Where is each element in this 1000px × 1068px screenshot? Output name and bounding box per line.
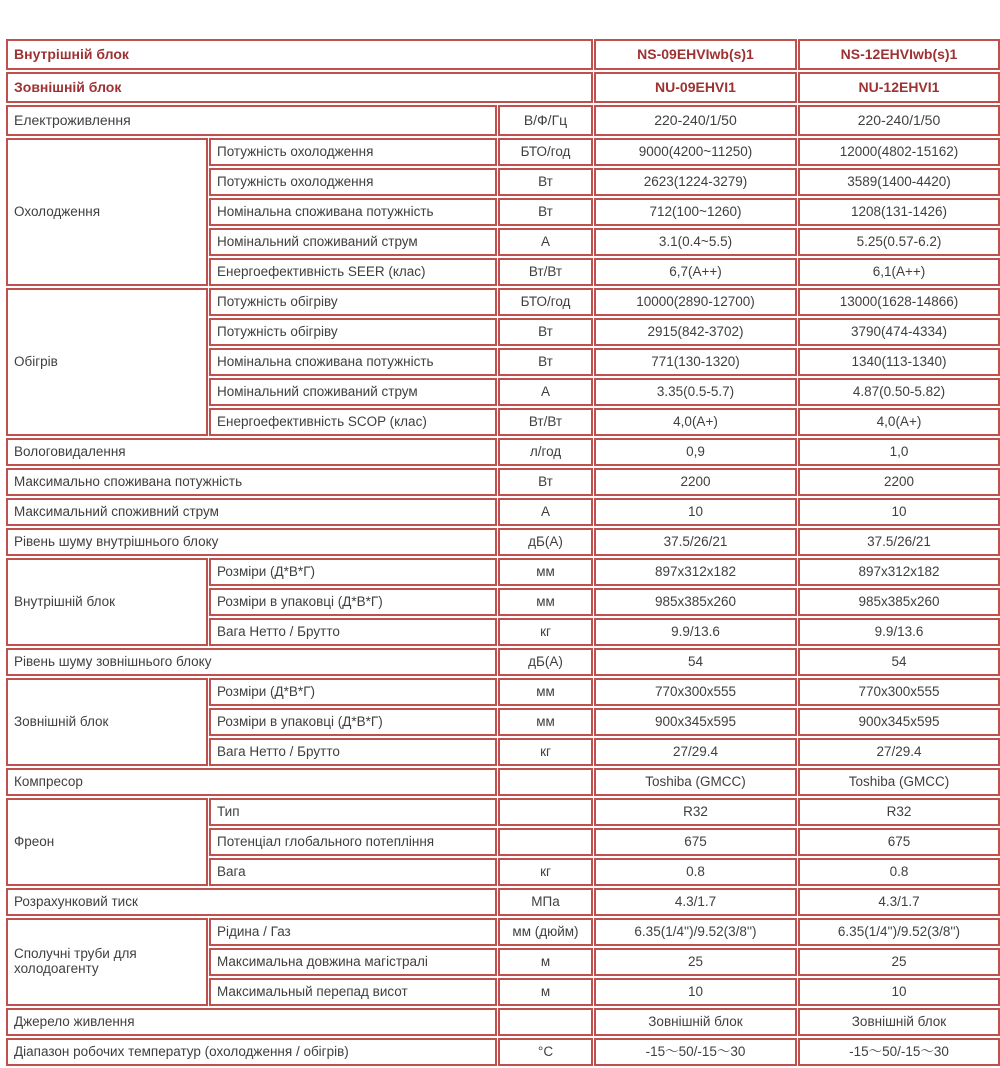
parameter-cell: Енергоефективність SEER (клас) <box>209 258 497 286</box>
unit-cell <box>498 798 593 826</box>
value-cell: 10 <box>798 978 1000 1006</box>
value-cell: 54 <box>594 648 797 676</box>
row-label-cell: Вологовидалення <box>6 438 497 466</box>
parameter-cell: Розміри в упаковці (Д*В*Г) <box>209 588 497 616</box>
unit-cell: А <box>498 378 593 406</box>
parameter-cell: Вага <box>209 858 497 886</box>
row-label-cell: Зовнішній блок <box>6 678 208 766</box>
parameter-cell: Рідина / Газ <box>209 918 497 946</box>
value-cell: 10 <box>594 498 797 526</box>
row-label-cell: Максимальний споживний струм <box>6 498 497 526</box>
value-cell: 900x345x595 <box>798 708 1000 736</box>
value-cell: 37.5/26/21 <box>594 528 797 556</box>
parameter-cell: Потужність обігріву <box>209 318 497 346</box>
row-label-cell: Компресор <box>6 768 497 796</box>
value-cell: 9.9/13.6 <box>798 618 1000 646</box>
row-label-cell: Діапазон робочих температур (охолодження / обігрів) <box>6 1038 497 1066</box>
model-name-cell: NU-12EHVI1 <box>798 72 1000 103</box>
spec-table-body <box>6 39 1000 1066</box>
unit-cell: БТО/год <box>498 288 593 316</box>
value-cell: 0.8 <box>798 858 1000 886</box>
parameter-cell: Вага Нетто / Брутто <box>209 618 497 646</box>
value-cell: 770x300x555 <box>594 678 797 706</box>
value-cell: 220-240/1/50 <box>594 105 797 136</box>
unit-cell: мм <box>498 588 593 616</box>
value-cell: 3790(474-4334) <box>798 318 1000 346</box>
unit-cell: м <box>498 978 593 1006</box>
value-cell: 1,0 <box>798 438 1000 466</box>
parameter-cell: Потенціал глобального потепління <box>209 828 497 856</box>
value-cell: 6,1(A++) <box>798 258 1000 286</box>
value-cell: 675 <box>798 828 1000 856</box>
unit-cell: дБ(А) <box>498 648 593 676</box>
unit-cell: л/год <box>498 438 593 466</box>
unit-cell: БТО/год <box>498 138 593 166</box>
value-cell: 3589(1400-4420) <box>798 168 1000 196</box>
value-cell: 1340(113-1340) <box>798 348 1000 376</box>
unit-cell: Вт <box>498 198 593 226</box>
row-label-cell: Сполучні труби для холодоагенту <box>6 918 208 1006</box>
row-label-cell: Джерело живлення <box>6 1008 497 1036</box>
row-label-cell: Охолодження <box>6 138 208 286</box>
model-name-cell: NS-09EHVIwb(s)1 <box>594 39 797 70</box>
value-cell: 0.8 <box>594 858 797 886</box>
parameter-cell: Номінальна споживана потужність <box>209 348 497 376</box>
value-cell: 10000(2890-12700) <box>594 288 797 316</box>
unit-cell: Вт/Вт <box>498 258 593 286</box>
parameter-cell: Номінальна споживана потужність <box>209 198 497 226</box>
value-cell: 4.87(0.50-5.82) <box>798 378 1000 406</box>
value-cell: 12000(4802-15162) <box>798 138 1000 166</box>
header-label-cell: Внутрішній блок <box>6 39 593 70</box>
unit-cell: °С <box>498 1038 593 1066</box>
value-cell: R32 <box>594 798 797 826</box>
value-cell: 9.9/13.6 <box>594 618 797 646</box>
value-cell: 897x312x182 <box>594 558 797 586</box>
value-cell: 54 <box>798 648 1000 676</box>
row-label-cell: Внутрішній блок <box>6 558 208 646</box>
unit-cell: Вт <box>498 348 593 376</box>
row-label-cell: Рівень шуму внутрішнього блоку <box>6 528 497 556</box>
parameter-cell: Максимальна довжина магістралі <box>209 948 497 976</box>
value-cell: 675 <box>594 828 797 856</box>
row-label-cell: Рівень шуму зовнішнього блоку <box>6 648 497 676</box>
unit-cell: А <box>498 498 593 526</box>
parameter-cell: Розміри в упаковці (Д*В*Г) <box>209 708 497 736</box>
value-cell: 5.25(0.57-6.2) <box>798 228 1000 256</box>
value-cell: 6.35(1/4'')/9.52(3/8'') <box>594 918 797 946</box>
value-cell: 2915(842-3702) <box>594 318 797 346</box>
unit-cell: кг <box>498 858 593 886</box>
model-name-cell: NS-12EHVIwb(s)1 <box>798 39 1000 70</box>
unit-cell: В/Ф/Гц <box>498 105 593 136</box>
row-label-cell: Фреон <box>6 798 208 886</box>
unit-cell <box>498 768 593 796</box>
parameter-cell: Вага Нетто / Брутто <box>209 738 497 766</box>
value-cell: 25 <box>798 948 1000 976</box>
value-cell: R32 <box>798 798 1000 826</box>
unit-cell: мм <box>498 678 593 706</box>
unit-cell: м <box>498 948 593 976</box>
row-label-cell: Обігрів <box>6 288 208 436</box>
unit-cell: Вт <box>498 168 593 196</box>
value-cell: 985x385x260 <box>594 588 797 616</box>
unit-cell: мм <box>498 558 593 586</box>
value-cell: 220-240/1/50 <box>798 105 1000 136</box>
value-cell: 897x312x182 <box>798 558 1000 586</box>
unit-cell: Вт <box>498 318 593 346</box>
value-cell: 10 <box>798 498 1000 526</box>
unit-cell: дБ(А) <box>498 528 593 556</box>
unit-cell: кг <box>498 618 593 646</box>
parameter-cell: Потужність охолодження <box>209 138 497 166</box>
value-cell: 27/29.4 <box>798 738 1000 766</box>
value-cell: 13000(1628-14866) <box>798 288 1000 316</box>
value-cell: Toshiba (GMCC) <box>798 768 1000 796</box>
parameter-cell: Енергоефективність SCOP (клас) <box>209 408 497 436</box>
value-cell: 712(100~1260) <box>594 198 797 226</box>
parameter-cell: Потужність охолодження <box>209 168 497 196</box>
value-cell: 0,9 <box>594 438 797 466</box>
value-cell: 771(130-1320) <box>594 348 797 376</box>
row-label-cell: Електроживлення <box>6 105 497 136</box>
value-cell: 3.1(0.4~5.5) <box>594 228 797 256</box>
parameter-cell: Номінальний споживаний струм <box>209 228 497 256</box>
value-cell: 4.3/1.7 <box>594 888 797 916</box>
unit-cell <box>498 1008 593 1036</box>
value-cell: 10 <box>594 978 797 1006</box>
value-cell: 1208(131-1426) <box>798 198 1000 226</box>
unit-cell: МПа <box>498 888 593 916</box>
value-cell: 6.35(1/4'')/9.52(3/8'') <box>798 918 1000 946</box>
value-cell: 25 <box>594 948 797 976</box>
unit-cell: мм <box>498 708 593 736</box>
value-cell: 27/29.4 <box>594 738 797 766</box>
value-cell: Toshiba (GMCC) <box>594 768 797 796</box>
unit-cell: А <box>498 228 593 256</box>
value-cell: 770x300x555 <box>798 678 1000 706</box>
unit-cell: Вт <box>498 468 593 496</box>
value-cell: 37.5/26/21 <box>798 528 1000 556</box>
parameter-cell: Розміри (Д*В*Г) <box>209 558 497 586</box>
value-cell: -15～50/-15～30 <box>798 1038 1000 1066</box>
value-cell: 4,0(A+) <box>798 408 1000 436</box>
value-cell: 2200 <box>594 468 797 496</box>
parameter-cell: Тип <box>209 798 497 826</box>
value-cell: 900x345x595 <box>594 708 797 736</box>
value-cell: 985x385x260 <box>798 588 1000 616</box>
value-cell: 4,0(A+) <box>594 408 797 436</box>
value-cell: 6,7(A++) <box>594 258 797 286</box>
model-name-cell: NU-09EHVI1 <box>594 72 797 103</box>
value-cell: Зовнішній блок <box>798 1008 1000 1036</box>
parameter-cell: Потужність обігріву <box>209 288 497 316</box>
value-cell: -15～50/-15～30 <box>594 1038 797 1066</box>
row-label-cell: Розрахунковий тиск <box>6 888 497 916</box>
value-cell: 4.3/1.7 <box>798 888 1000 916</box>
unit-cell <box>498 828 593 856</box>
header-label-cell: Зовнішній блок <box>6 72 593 103</box>
unit-cell: кг <box>498 738 593 766</box>
parameter-cell: Максимальный перепад висот <box>209 978 497 1006</box>
spec-table <box>5 37 1000 1068</box>
value-cell: 3.35(0.5-5.7) <box>594 378 797 406</box>
parameter-cell: Розміри (Д*В*Г) <box>209 678 497 706</box>
parameter-cell: Номінальний споживаний струм <box>209 378 497 406</box>
value-cell: 2200 <box>798 468 1000 496</box>
value-cell: 2623(1224-3279) <box>594 168 797 196</box>
value-cell: 9000(4200~11250) <box>594 138 797 166</box>
row-label-cell: Максимально споживана потужність <box>6 468 497 496</box>
unit-cell: мм (дюйм) <box>498 918 593 946</box>
unit-cell: Вт/Вт <box>498 408 593 436</box>
value-cell: Зовнішній блок <box>594 1008 797 1036</box>
